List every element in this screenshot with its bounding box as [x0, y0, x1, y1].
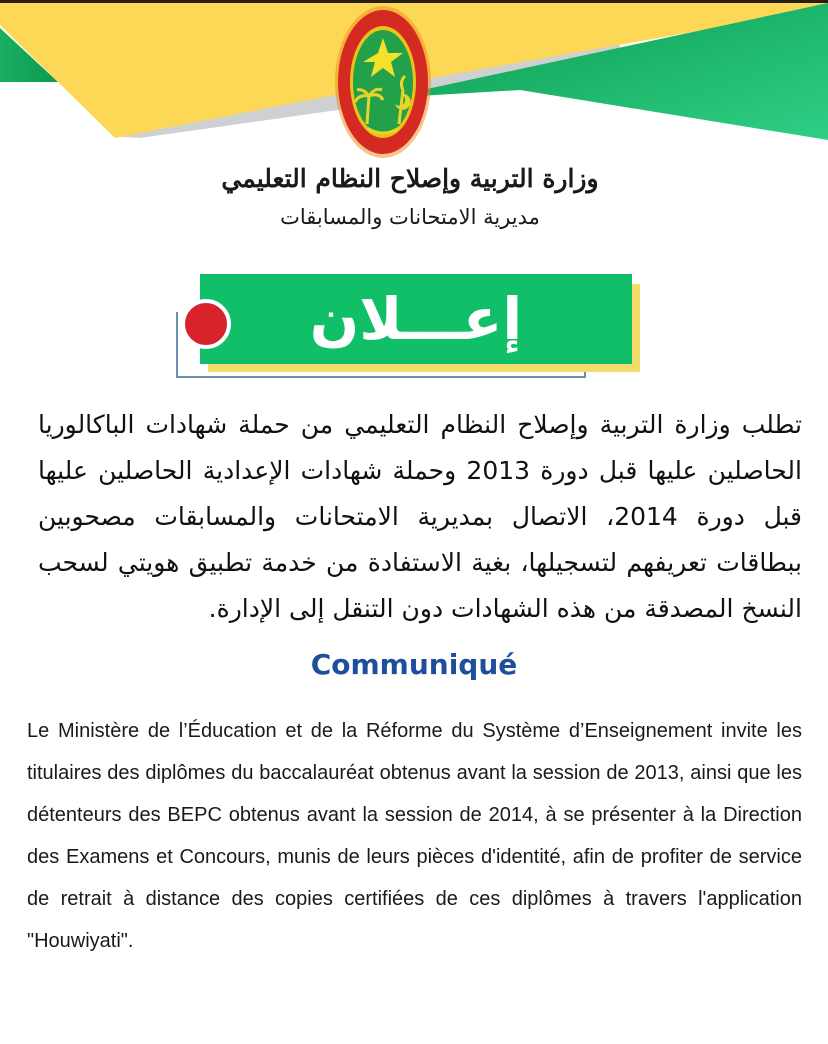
ministry-name: وزارة التربية وإصلاح النظام التعليمي — [221, 164, 599, 193]
french-notice-text: Le Ministère de l’Éducation et de la Réforme du Système d’Enseignement invite les titulaires des diplômes du baccalauréat obtenus avant la session de 2013, ainsi que les détenteurs des BEPC obtenus avant la session de 2014, à se présenter à la Direction des Examens et Concours, munis de leurs pièces d'identité, afin de profiter de service de retrait à distance des copies certifiées de ces diplômes à travers l'application "Houwiyati". — [27, 720, 802, 952]
communique-heading: Communiqué — [310, 648, 518, 681]
banner-box — [200, 274, 632, 364]
red-dot-icon — [181, 299, 231, 349]
banner-title: إعـــلان — [309, 285, 523, 353]
directorate-name: مديرية الامتحانات والمسابقات — [280, 205, 540, 229]
announcement-banner — [168, 264, 638, 389]
national-emblem — [333, 4, 433, 164]
arabic-notice-text: تطلب وزارة التربية وإصلاح النظام التعليمي من حملة شهادات الباكالوريا الحاصلين عليها قبل دورة 2013 وحملة شهادات الإعدادية الحاصلين عليها قبل دورة 2014، الاتصال بمديرية الامتحانات والمسابقات مصحوبين ببطاقات تعريفهم لتسجيلها، بغية الاستفادة من خدمة تطبيق هويتي لسحب النسخ المصدقة من هذه الشهادات دون التنقل إلى الإدارة. — [38, 410, 803, 623]
